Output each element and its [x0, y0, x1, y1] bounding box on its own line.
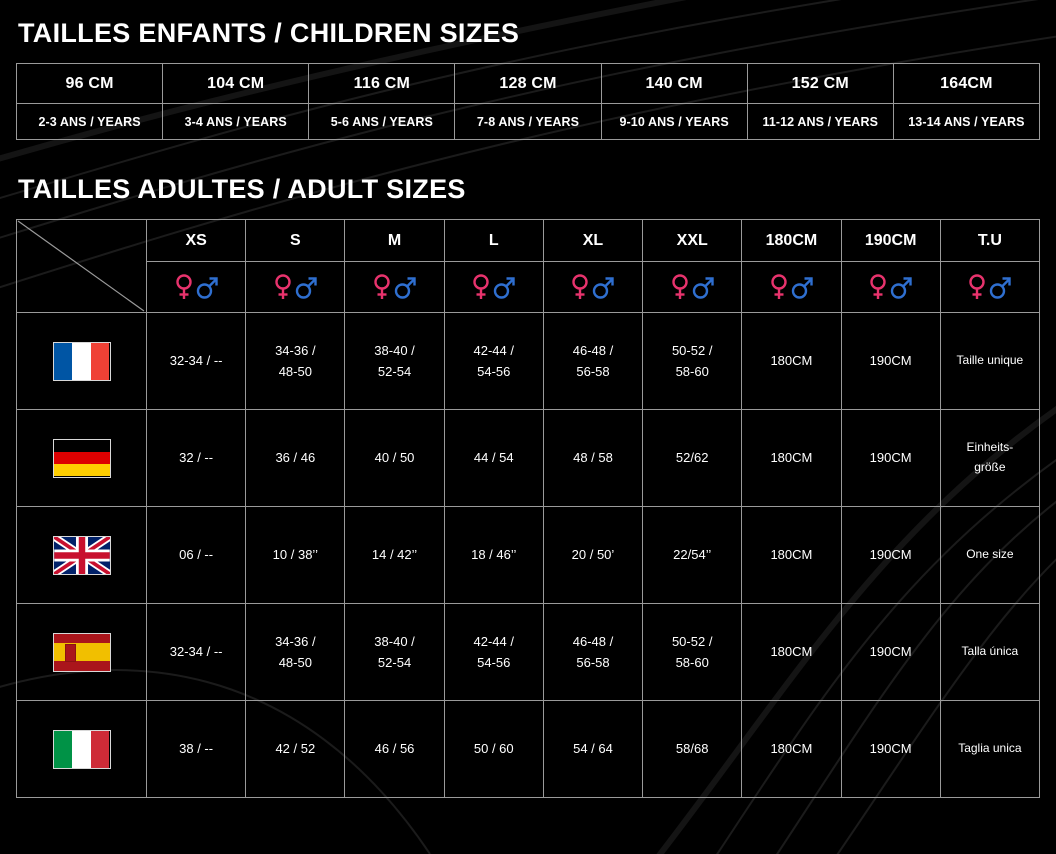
size-value-cell: 38-40 / 52-54 — [345, 313, 444, 410]
corner-diagonal-cell — [17, 220, 147, 313]
mars-icon — [294, 272, 318, 302]
venus-icon — [868, 272, 888, 302]
gender-icons-cell — [345, 262, 444, 313]
size-value-cell: 58/68 — [643, 701, 742, 798]
adult-size-column-header: 190CM — [841, 220, 940, 262]
children-size-cell: 104 CM — [163, 64, 309, 104]
children-age-cell: 13-14 ANS / YEARS — [893, 104, 1039, 140]
size-value-cell: 14 / 42’’ — [345, 507, 444, 604]
size-value-cell: 44 / 54 — [444, 410, 543, 507]
venus-icon — [174, 272, 194, 302]
size-value-cell: 180CM — [742, 410, 841, 507]
size-value-cell: Taille unique — [940, 313, 1039, 410]
venus-icon — [273, 272, 293, 302]
table-row — [17, 313, 1040, 410]
gender-icons-cell — [742, 262, 841, 313]
children-size-cell: 128 CM — [455, 64, 601, 104]
venus-icon — [570, 272, 590, 302]
size-value-cell: 32-34 / -- — [147, 313, 246, 410]
size-value-cell: 190CM — [841, 313, 940, 410]
children-age-cell: 9-10 ANS / YEARS — [601, 104, 747, 140]
flag-germany-icon — [53, 439, 111, 478]
children-age-row — [17, 104, 1040, 140]
table-row — [17, 701, 1040, 798]
size-value-cell: 54 / 64 — [543, 701, 642, 798]
size-value-cell: 46 / 56 — [345, 701, 444, 798]
size-value-cell: 22/54’’ — [643, 507, 742, 604]
table-row — [17, 410, 1040, 507]
children-size-cell: 96 CM — [17, 64, 163, 104]
gender-icons-cell — [940, 262, 1039, 313]
mars-icon — [591, 272, 615, 302]
size-value-cell: 52/62 — [643, 410, 742, 507]
children-age-cell: 7-8 ANS / YEARS — [455, 104, 601, 140]
country-flag-cell — [17, 410, 147, 507]
mars-icon — [889, 272, 913, 302]
venus-icon — [967, 272, 987, 302]
size-value-cell: 180CM — [742, 604, 841, 701]
size-value-cell: 10 / 38’’ — [246, 507, 345, 604]
size-value-cell: Talla única — [940, 604, 1039, 701]
size-value-cell: 32-34 / -- — [147, 604, 246, 701]
size-value-cell: 190CM — [841, 604, 940, 701]
size-value-cell: 42-44 / 54-56 — [444, 604, 543, 701]
size-value-cell: 38-40 / 52-54 — [345, 604, 444, 701]
size-value-cell: 48 / 58 — [543, 410, 642, 507]
mars-icon — [691, 272, 715, 302]
country-flag-cell — [17, 507, 147, 604]
size-value-cell: 180CM — [742, 507, 841, 604]
size-value-cell: 46-48 / 56-58 — [543, 313, 642, 410]
size-value-cell: 50-52 / 58-60 — [643, 604, 742, 701]
children-age-cell: 11-12 ANS / YEARS — [747, 104, 893, 140]
children-age-cell: 3-4 ANS / YEARS — [163, 104, 309, 140]
table-row — [17, 507, 1040, 604]
adult-gender-icon-row — [17, 262, 1040, 313]
mars-icon — [790, 272, 814, 302]
size-value-cell: 40 / 50 — [345, 410, 444, 507]
mars-icon — [492, 272, 516, 302]
size-value-cell: 180CM — [742, 313, 841, 410]
children-sizes-table — [16, 63, 1040, 140]
adult-sizes-table — [16, 219, 1040, 798]
venus-icon — [471, 272, 491, 302]
gender-icons-cell — [643, 262, 742, 313]
size-value-cell: Einheits- größe — [940, 410, 1039, 507]
diagonal-line-icon — [17, 220, 145, 312]
children-age-cell: 5-6 ANS / YEARS — [309, 104, 455, 140]
size-value-cell: 06 / -- — [147, 507, 246, 604]
adult-size-column-header: XS — [147, 220, 246, 262]
children-size-cell: 140 CM — [601, 64, 747, 104]
mars-icon — [988, 272, 1012, 302]
adult-size-column-header: T.U — [940, 220, 1039, 262]
gender-icons-cell — [147, 262, 246, 313]
size-value-cell: 34-36 / 48-50 — [246, 604, 345, 701]
flag-spain-icon — [53, 633, 111, 672]
size-value-cell: Taglia unica — [940, 701, 1039, 798]
gender-icons-cell — [246, 262, 345, 313]
size-value-cell: 20 / 50’ — [543, 507, 642, 604]
size-value-cell: 32 / -- — [147, 410, 246, 507]
size-value-cell: 36 / 46 — [246, 410, 345, 507]
size-value-cell: 42-44 / 54-56 — [444, 313, 543, 410]
venus-icon — [670, 272, 690, 302]
mars-icon — [393, 272, 417, 302]
size-value-cell: 50-52 / 58-60 — [643, 313, 742, 410]
table-row — [17, 604, 1040, 701]
size-value-cell: 42 / 52 — [246, 701, 345, 798]
size-value-cell: 190CM — [841, 507, 940, 604]
size-value-cell: 50 / 60 — [444, 701, 543, 798]
size-value-cell: 46-48 / 56-58 — [543, 604, 642, 701]
size-value-cell: 190CM — [841, 701, 940, 798]
children-size-cell: 164CM — [893, 64, 1039, 104]
size-value-cell: 18 / 46’’ — [444, 507, 543, 604]
size-value-cell: 190CM — [841, 410, 940, 507]
country-flag-cell — [17, 604, 147, 701]
adult-size-header-row — [17, 220, 1040, 262]
flag-france-icon — [53, 342, 111, 381]
adult-size-column-header: 180CM — [742, 220, 841, 262]
size-value-cell: 180CM — [742, 701, 841, 798]
country-flag-cell — [17, 701, 147, 798]
size-value-cell: One size — [940, 507, 1039, 604]
children-age-cell: 2-3 ANS / YEARS — [17, 104, 163, 140]
adult-sizes-title: TAILLES ADULTES / ADULT SIZES — [18, 174, 466, 204]
gender-icons-cell — [444, 262, 543, 313]
children-size-cell: 152 CM — [747, 64, 893, 104]
children-size-cell: 116 CM — [309, 64, 455, 104]
country-flag-cell — [17, 313, 147, 410]
size-value-cell: 38 / -- — [147, 701, 246, 798]
venus-icon — [372, 272, 392, 302]
children-size-header-row — [17, 64, 1040, 104]
venus-icon — [769, 272, 789, 302]
adult-size-column-header: S — [246, 220, 345, 262]
adult-size-column-header: L — [444, 220, 543, 262]
size-value-cell: 34-36 / 48-50 — [246, 313, 345, 410]
gender-icons-cell — [543, 262, 642, 313]
flag-united-kingdom-icon — [53, 536, 111, 575]
adult-size-column-header: XXL — [643, 220, 742, 262]
flag-italy-icon — [53, 730, 111, 769]
mars-icon — [195, 272, 219, 302]
adult-size-column-header: XL — [543, 220, 642, 262]
gender-icons-cell — [841, 262, 940, 313]
children-sizes-title: TAILLES ENFANTS / CHILDREN SIZES — [18, 18, 520, 48]
adult-size-column-header: M — [345, 220, 444, 262]
